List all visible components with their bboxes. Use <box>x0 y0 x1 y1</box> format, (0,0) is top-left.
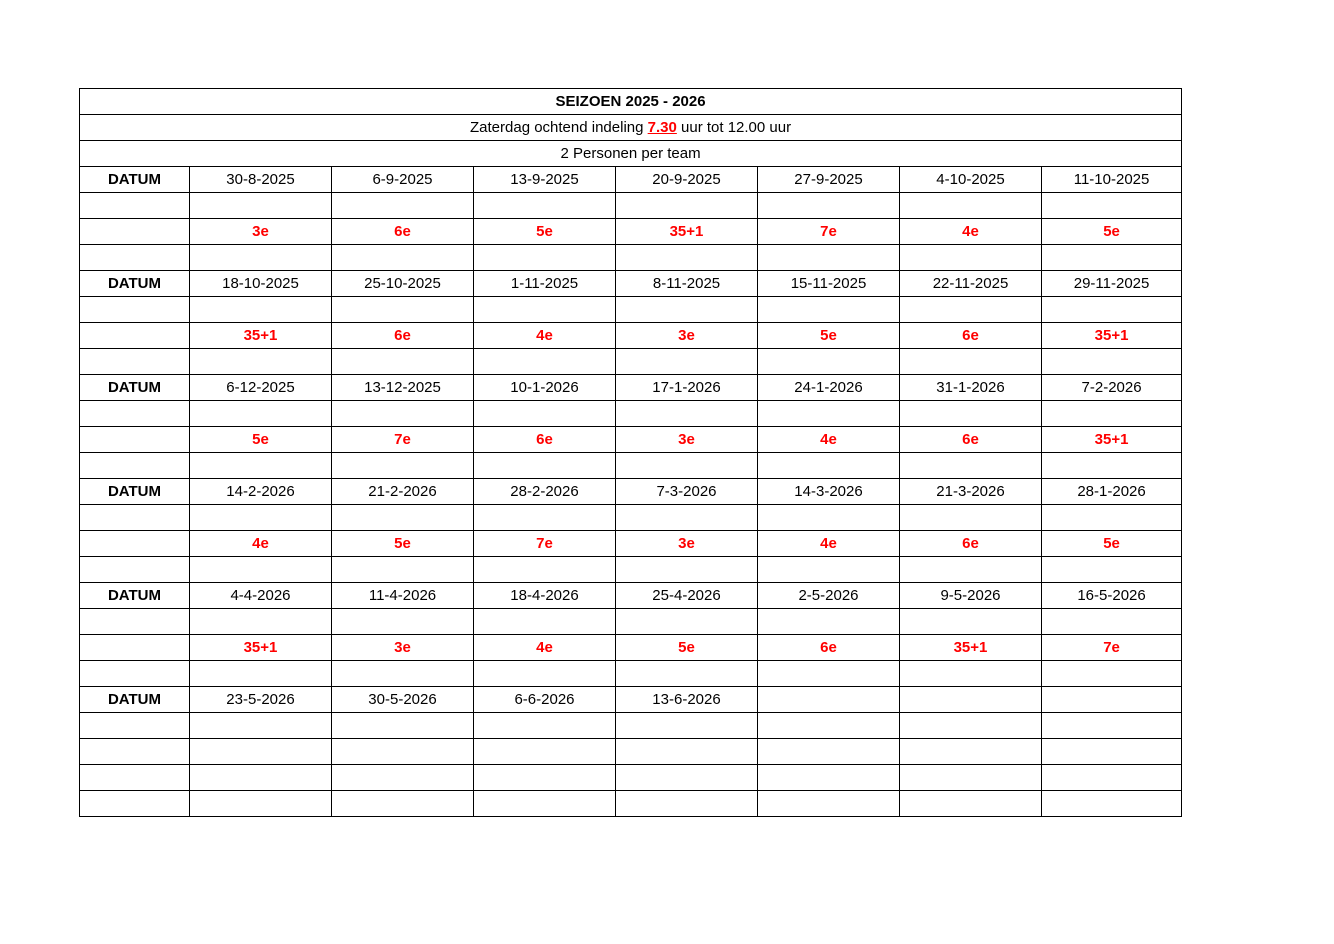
subtitle-after: uur tot 12.00 uur <box>676 119 792 136</box>
team-cell: 5e <box>758 323 900 349</box>
team-cell: 6e <box>900 531 1042 557</box>
spacer-cell <box>616 661 758 687</box>
empty-cell <box>332 739 474 765</box>
team-cell: 35+1 <box>190 635 332 661</box>
spacer-cell <box>80 245 190 271</box>
spacer-cell <box>616 193 758 219</box>
empty-cell <box>474 739 616 765</box>
spacer-cell <box>758 713 900 739</box>
title-row <box>80 89 1182 115</box>
empty-cell <box>332 765 474 791</box>
spacer-cell <box>758 453 900 479</box>
table-row-spacer <box>80 401 1182 427</box>
date-cell: 8-11-2025 <box>616 271 758 297</box>
spacer-cell <box>616 401 758 427</box>
spacer-cell <box>190 713 332 739</box>
table-row-spacer <box>80 505 1182 531</box>
date-cell: 16-5-2026 <box>1042 583 1182 609</box>
team-cell: 5e <box>1042 219 1182 245</box>
team-cell: 4e <box>190 531 332 557</box>
spacer-cell <box>758 245 900 271</box>
date-cell: 18-10-2025 <box>190 271 332 297</box>
date-cell: 6-9-2025 <box>332 167 474 193</box>
spacer-cell <box>616 453 758 479</box>
date-cell: 30-5-2026 <box>332 687 474 713</box>
spacer-cell <box>1042 193 1182 219</box>
date-cell: 6-6-2026 <box>474 687 616 713</box>
date-cell: 2-5-2026 <box>758 583 900 609</box>
empty-cell <box>190 739 332 765</box>
spacer-cell <box>900 297 1042 323</box>
date-cell <box>900 687 1042 713</box>
date-cell: 25-10-2025 <box>332 271 474 297</box>
date-cell: 13-9-2025 <box>474 167 616 193</box>
team-cell: 4e <box>474 323 616 349</box>
spacer-cell <box>758 297 900 323</box>
subtitle-before: Zaterdag ochtend indeling <box>470 119 648 136</box>
team-cell: 3e <box>332 635 474 661</box>
team-cell: 5e <box>332 531 474 557</box>
date-cell: 13-6-2026 <box>616 687 758 713</box>
date-cell: 31-1-2026 <box>900 375 1042 401</box>
spacer-cell <box>190 193 332 219</box>
subtitle2-row <box>80 141 1182 167</box>
empty-cell <box>1042 791 1182 817</box>
empty-cell <box>900 791 1042 817</box>
spacer-cell <box>474 401 616 427</box>
spacer-cell <box>1042 245 1182 271</box>
date-cell: 7-2-2026 <box>1042 375 1182 401</box>
empty-cell <box>474 765 616 791</box>
date-cell: 24-1-2026 <box>758 375 900 401</box>
spacer-cell <box>332 297 474 323</box>
spacer-cell <box>1042 453 1182 479</box>
team-cell: 4e <box>900 219 1042 245</box>
spacer-cell <box>190 245 332 271</box>
date-cell: 20-9-2025 <box>616 167 758 193</box>
spacer-cell <box>80 713 190 739</box>
empty-cell <box>80 791 190 817</box>
empty-cell <box>474 791 616 817</box>
team-cell: 35+1 <box>1042 323 1182 349</box>
spacer-cell <box>332 193 474 219</box>
date-cell: 14-2-2026 <box>190 479 332 505</box>
date-cell: 14-3-2026 <box>758 479 900 505</box>
spacer-cell <box>474 713 616 739</box>
spacer-cell <box>332 349 474 375</box>
empty-cell <box>900 765 1042 791</box>
spacer-cell <box>1042 297 1182 323</box>
spacer-cell <box>190 453 332 479</box>
table-row-spacer <box>80 453 1182 479</box>
team-cell: 6e <box>900 427 1042 453</box>
date-cell: 11-10-2025 <box>1042 167 1182 193</box>
spacer-cell <box>616 245 758 271</box>
table-row-teams <box>80 635 1182 661</box>
table-row-dates <box>80 375 1182 401</box>
team-cell: 7e <box>758 219 900 245</box>
spacer-cell <box>474 609 616 635</box>
spacer-cell <box>474 193 616 219</box>
table-row-teams <box>80 323 1182 349</box>
spacer-cell <box>616 505 758 531</box>
spacer-cell <box>332 505 474 531</box>
spacer-cell <box>332 609 474 635</box>
date-cell: 17-1-2026 <box>616 375 758 401</box>
team-cell: 7e <box>474 531 616 557</box>
datum-label: DATUM <box>80 271 190 297</box>
spacer-cell <box>900 453 1042 479</box>
team-label-cell <box>80 219 190 245</box>
spacer-cell <box>190 297 332 323</box>
empty-cell <box>758 765 900 791</box>
empty-cell <box>616 791 758 817</box>
table-row-dates <box>80 271 1182 297</box>
spacer-cell <box>80 505 190 531</box>
table-row-teams <box>80 531 1182 557</box>
team-cell: 4e <box>474 635 616 661</box>
team-cell: 3e <box>190 219 332 245</box>
spacer-cell <box>900 505 1042 531</box>
team-cell: 5e <box>1042 531 1182 557</box>
table-row-spacer <box>80 609 1182 635</box>
team-cell: 6e <box>758 635 900 661</box>
spacer-cell <box>758 609 900 635</box>
spacer-cell <box>80 193 190 219</box>
team-cell: 5e <box>616 635 758 661</box>
spacer-cell <box>190 609 332 635</box>
empty-cell <box>1042 739 1182 765</box>
team-cell: 35+1 <box>900 635 1042 661</box>
table-row-spacer <box>80 297 1182 323</box>
spacer-cell <box>80 557 190 583</box>
spacer-cell <box>758 401 900 427</box>
empty-cell <box>616 765 758 791</box>
team-label-cell <box>80 531 190 557</box>
empty-cell <box>190 765 332 791</box>
spacer-cell <box>80 297 190 323</box>
subtitle-2: 2 Personen per team <box>80 141 1182 167</box>
team-label-cell <box>80 427 190 453</box>
empty-cell <box>80 739 190 765</box>
date-cell: 10-1-2026 <box>474 375 616 401</box>
spacer-cell <box>190 557 332 583</box>
spacer-cell <box>758 505 900 531</box>
date-cell: 22-11-2025 <box>900 271 1042 297</box>
table-row-dates <box>80 479 1182 505</box>
spacer-cell <box>190 401 332 427</box>
spacer-cell <box>616 557 758 583</box>
table-row-empty <box>80 765 1182 791</box>
spacer-cell <box>900 193 1042 219</box>
team-label-cell <box>80 323 190 349</box>
empty-cell <box>1042 765 1182 791</box>
spacer-cell <box>80 661 190 687</box>
date-cell <box>758 687 900 713</box>
date-cell: 28-2-2026 <box>474 479 616 505</box>
spacer-cell <box>80 349 190 375</box>
date-cell: 1-11-2025 <box>474 271 616 297</box>
team-cell: 5e <box>190 427 332 453</box>
spacer-cell <box>758 557 900 583</box>
table-row-spacer <box>80 193 1182 219</box>
team-cell: 4e <box>758 427 900 453</box>
spacer-cell <box>332 401 474 427</box>
team-cell: 6e <box>332 323 474 349</box>
datum-label: DATUM <box>80 583 190 609</box>
spacer-cell <box>616 297 758 323</box>
spacer-cell <box>1042 661 1182 687</box>
spacer-cell <box>474 453 616 479</box>
team-cell: 3e <box>616 427 758 453</box>
table-row-spacer <box>80 349 1182 375</box>
empty-cell <box>332 791 474 817</box>
team-cell: 6e <box>474 427 616 453</box>
table-row-spacer <box>80 245 1182 271</box>
datum-label: DATUM <box>80 167 190 193</box>
date-cell <box>1042 687 1182 713</box>
spacer-cell <box>900 609 1042 635</box>
table-row-spacer <box>80 713 1182 739</box>
spacer-cell <box>474 557 616 583</box>
team-cell: 3e <box>616 323 758 349</box>
spacer-cell <box>1042 349 1182 375</box>
spacer-cell <box>332 713 474 739</box>
spacer-cell <box>332 661 474 687</box>
team-cell: 35+1 <box>1042 427 1182 453</box>
team-cell: 35+1 <box>616 219 758 245</box>
spacer-cell <box>900 245 1042 271</box>
page-title: SEIZOEN 2025 - 2026 <box>80 89 1182 115</box>
spacer-cell <box>80 453 190 479</box>
spacer-cell <box>1042 505 1182 531</box>
team-cell: 6e <box>900 323 1042 349</box>
schedule-table <box>79 88 1182 817</box>
subtitle <box>80 115 1182 141</box>
empty-cell <box>616 739 758 765</box>
team-cell: 6e <box>332 219 474 245</box>
table-row-teams <box>80 219 1182 245</box>
date-cell: 21-3-2026 <box>900 479 1042 505</box>
spacer-cell <box>758 661 900 687</box>
date-cell: 4-10-2025 <box>900 167 1042 193</box>
team-cell: 7e <box>1042 635 1182 661</box>
table-row-teams <box>80 427 1182 453</box>
table-row-spacer <box>80 557 1182 583</box>
team-cell: 35+1 <box>190 323 332 349</box>
spacer-cell <box>332 245 474 271</box>
table-row-dates <box>80 167 1182 193</box>
spacer-cell <box>474 297 616 323</box>
spacer-cell <box>474 349 616 375</box>
spacer-cell <box>900 401 1042 427</box>
date-cell: 23-5-2026 <box>190 687 332 713</box>
spacer-cell <box>1042 609 1182 635</box>
table-row-empty <box>80 739 1182 765</box>
spacer-cell <box>474 661 616 687</box>
spacer-cell <box>190 349 332 375</box>
date-cell: 28-1-2026 <box>1042 479 1182 505</box>
spacer-cell <box>900 661 1042 687</box>
spacer-cell <box>190 661 332 687</box>
date-cell: 27-9-2025 <box>758 167 900 193</box>
team-cell: 4e <box>758 531 900 557</box>
spacer-cell <box>474 245 616 271</box>
table-row-dates <box>80 583 1182 609</box>
spacer-cell <box>758 193 900 219</box>
spacer-cell <box>900 713 1042 739</box>
date-cell: 9-5-2026 <box>900 583 1042 609</box>
empty-cell <box>900 739 1042 765</box>
date-cell: 13-12-2025 <box>332 375 474 401</box>
subtitle-row <box>80 115 1182 141</box>
spacer-cell <box>1042 557 1182 583</box>
spacer-cell <box>1042 713 1182 739</box>
date-cell: 11-4-2026 <box>332 583 474 609</box>
spacer-cell <box>616 349 758 375</box>
spacer-cell <box>616 713 758 739</box>
date-cell: 7-3-2026 <box>616 479 758 505</box>
date-cell: 29-11-2025 <box>1042 271 1182 297</box>
date-cell: 4-4-2026 <box>190 583 332 609</box>
table-row-empty <box>80 791 1182 817</box>
spacer-cell <box>900 349 1042 375</box>
empty-cell <box>758 739 900 765</box>
empty-cell <box>80 765 190 791</box>
spacer-cell <box>900 557 1042 583</box>
datum-label: DATUM <box>80 687 190 713</box>
datum-label: DATUM <box>80 375 190 401</box>
table-row-spacer <box>80 661 1182 687</box>
spacer-cell <box>474 505 616 531</box>
team-cell: 7e <box>332 427 474 453</box>
date-cell: 18-4-2026 <box>474 583 616 609</box>
date-cell: 25-4-2026 <box>616 583 758 609</box>
spacer-cell <box>80 609 190 635</box>
datum-label: DATUM <box>80 479 190 505</box>
date-cell: 6-12-2025 <box>190 375 332 401</box>
spacer-cell <box>190 505 332 531</box>
empty-cell <box>758 791 900 817</box>
empty-cell <box>190 791 332 817</box>
spacer-cell <box>758 349 900 375</box>
spacer-cell <box>332 453 474 479</box>
table-row-dates <box>80 687 1182 713</box>
date-cell: 30-8-2025 <box>190 167 332 193</box>
team-cell: 3e <box>616 531 758 557</box>
team-label-cell <box>80 635 190 661</box>
subtitle-highlight: 7.30 <box>647 119 677 136</box>
spacer-cell <box>1042 401 1182 427</box>
schedule-sheet <box>79 88 1181 817</box>
date-cell: 15-11-2025 <box>758 271 900 297</box>
team-cell: 5e <box>474 219 616 245</box>
spacer-cell <box>80 401 190 427</box>
date-cell: 21-2-2026 <box>332 479 474 505</box>
spacer-cell <box>616 609 758 635</box>
spacer-cell <box>332 557 474 583</box>
